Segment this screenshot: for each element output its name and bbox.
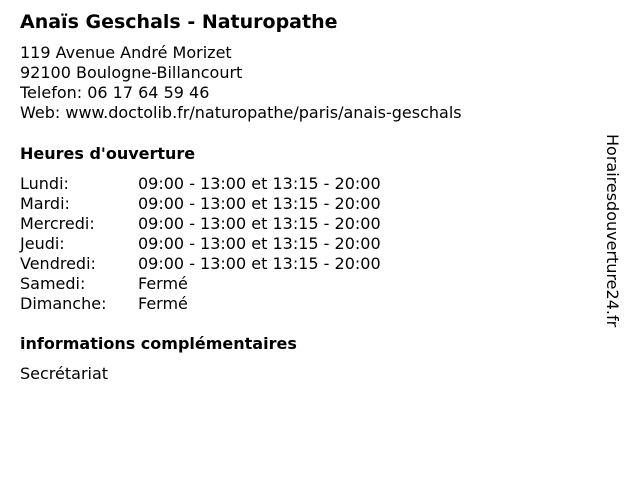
- additional-info-heading: informations complémentaires: [20, 334, 297, 353]
- hours-time: 09:00 - 13:00 et 13:15 - 20:00: [138, 254, 381, 273]
- phone-number[interactable]: Telefon: 06 17 64 59 46: [20, 83, 210, 102]
- hours-time: 09:00 - 13:00 et 13:15 - 20:00: [138, 174, 381, 193]
- hours-day: Mercredi:: [20, 214, 95, 233]
- hours-time: Fermé: [138, 294, 188, 313]
- hours-day: Dimanche:: [20, 294, 107, 313]
- street-address: 119 Avenue André Morizet: [20, 43, 232, 62]
- opening-hours-heading: Heures d'ouverture: [20, 144, 196, 163]
- hours-day: Vendredi:: [20, 254, 96, 273]
- additional-info-text: Secrétariat: [20, 364, 109, 383]
- hours-time: 09:00 - 13:00 et 13:15 - 20:00: [138, 194, 381, 213]
- website-link[interactable]: Web: www.doctolib.fr/naturopathe/paris/anais-geschals: [20, 103, 462, 122]
- watermark-text: Horairesdouverture24.fr: [603, 134, 622, 328]
- city-address: 92100 Boulogne-Billancourt: [20, 63, 243, 82]
- hours-time: 09:00 - 13:00 et 13:15 - 20:00: [138, 234, 381, 253]
- page-title: Anaïs Geschals - Naturopathe: [20, 11, 338, 33]
- address-block: [20, 43, 462, 123]
- hours-day: Lundi:: [20, 174, 69, 193]
- hours-time: Fermé: [138, 274, 188, 293]
- hours-day: Mardi:: [20, 194, 70, 213]
- hours-day: Jeudi:: [20, 234, 65, 253]
- hours-time: 09:00 - 13:00 et 13:15 - 20:00: [138, 214, 381, 233]
- hours-day: Samedi:: [20, 274, 86, 293]
